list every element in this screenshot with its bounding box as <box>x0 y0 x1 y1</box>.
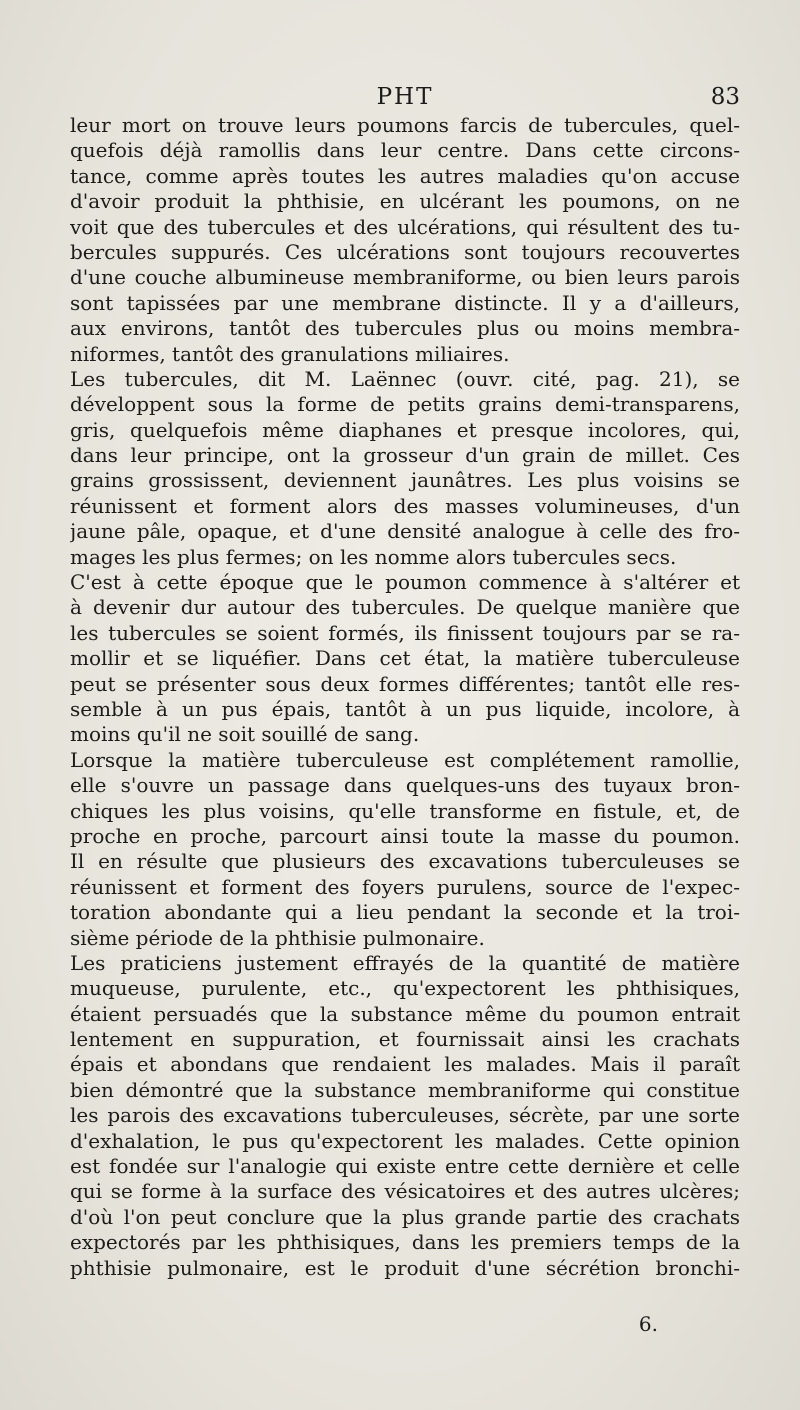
text-line: phthisie pulmonaire, est le produit d'une sécrétion bronchi- <box>70 1255 740 1280</box>
signature-mark: 6. <box>638 1312 658 1336</box>
text-line: leur mort on trouve leurs poumons farcis de tubercules, quel- <box>70 113 740 137</box>
text-line: gris, quelquefois même diaphanes et presque incolores, qui, <box>70 417 740 442</box>
text-line: épais et abondans que rendaient les malades. Mais il paraît <box>70 1052 740 1077</box>
text-line: lentement en suppuration, et fournissait ainsi les crachats <box>70 1027 740 1052</box>
text-line: quefois déjà ramollis dans leur centre. Dans cette circons- <box>70 138 740 163</box>
text-line: réunissent et forment des foyers purulens, source de l'expec- <box>70 874 740 899</box>
text-line: d'une couche albumineuse membraniforme, ou bien leurs parois <box>70 265 740 290</box>
text-line: peut se présenter sous deux formes différentes; tantôt elle res- <box>70 671 740 696</box>
text-line: est fondée sur l'analogie qui existe entre cette dernière et celle <box>70 1154 740 1179</box>
body-text <box>70 113 740 1281</box>
text-line: mages les plus fermes; on les nomme alors tubercules secs. <box>70 544 677 569</box>
running-head: PHT <box>376 84 434 110</box>
text-line: expectorés par les phthisiques, dans les premiers temps de la <box>70 1230 740 1255</box>
text-line: Les praticiens justement effrayés de la quantité de matière <box>70 950 740 975</box>
text-line: toration abondante qui a lieu pendant la seconde et la troi- <box>70 900 740 925</box>
text-line: proche en proche, parcourt ainsi toute la masse du poumon. <box>70 823 740 848</box>
text-line: Lorsque la matière tuberculeuse est complétement ramollie, <box>70 747 740 772</box>
text-line: jaune pâle, opaque, et d'une densité analogue à celle des fro- <box>70 519 740 544</box>
text-line: Les tubercules, dit M. Laënnec (ouvr. cité, pag. 21), se <box>70 366 740 391</box>
text-line: niformes, tantôt des granulations miliaires. <box>70 341 510 366</box>
text-line: semble à un pus épais, tantôt à un pus liquide, incolore, à <box>70 696 740 721</box>
text-line: qui se forme à la surface des vésicatoires et des autres ulcères; <box>70 1179 740 1204</box>
text-line: les parois des excavations tuberculeuses, sécrète, par une sorte <box>70 1103 740 1128</box>
text-line: les tubercules se soient formés, ils finissent toujours par se ra- <box>70 620 740 645</box>
text-line: tance, comme après toutes les autres maladies qu'on accuse <box>70 163 740 188</box>
text-line: dans leur principe, ont la grosseur d'un grain de millet. Ces <box>70 443 740 468</box>
text-line: aux environs, tantôt des tubercules plus ou moins membra- <box>70 316 740 341</box>
text-line: d'exhalation, le pus qu'expectorent les malades. Cette opinion <box>70 1128 740 1153</box>
text-line: d'où l'on peut conclure que la plus grande partie des crachats <box>70 1204 740 1229</box>
text-line: C'est à cette époque que le poumon commence à s'altérer et <box>70 570 740 595</box>
text-line: bien démontré que la substance membraniforme qui constitue <box>70 1077 740 1102</box>
page-header <box>70 84 740 116</box>
text-line: grains grossissent, deviennent jaunâtres. Les plus voisins se <box>70 468 740 493</box>
text-line: réunissent et forment alors des masses volumineuses, d'un <box>70 493 740 518</box>
text-line: sième période de la phthisie pulmonaire. <box>70 925 485 950</box>
text-line: Il en résulte que plusieurs des excavations tuberculeuses se <box>70 849 740 874</box>
text-line: bercules suppurés. Ces ulcérations sont toujours recouvertes <box>70 239 740 264</box>
text-line: muqueuse, purulente, etc., qu'expectorent les phthisiques, <box>70 976 740 1001</box>
text-line: moins qu'il ne soit souillé de sang. <box>70 722 420 747</box>
text-line: à devenir dur autour des tubercules. De quelque manière que <box>70 595 740 620</box>
text-line: voit que des tubercules et des ulcérations, qui résultent des tu- <box>70 214 740 239</box>
text-line: sont tapissées par une membrane distincte. Il y a d'ailleurs, <box>70 290 740 315</box>
page-number: 83 <box>710 84 740 110</box>
text-line: elle s'ouvre un passage dans quelques-uns des tuyaux bron- <box>70 773 740 798</box>
text-line: mollir et se liquéfier. Dans cet état, la matière tuberculeuse <box>70 646 740 671</box>
text-line: d'avoir produit la phthisie, en ulcérant les poumons, on ne <box>70 189 740 214</box>
text-line: étaient persuadés que la substance même du poumon entrait <box>70 1001 740 1026</box>
text-line: développent sous la forme de petits grains demi-transparens, <box>70 392 740 417</box>
text-line: chiques les plus voisins, qu'elle transforme en fistule, et, de <box>70 798 740 823</box>
